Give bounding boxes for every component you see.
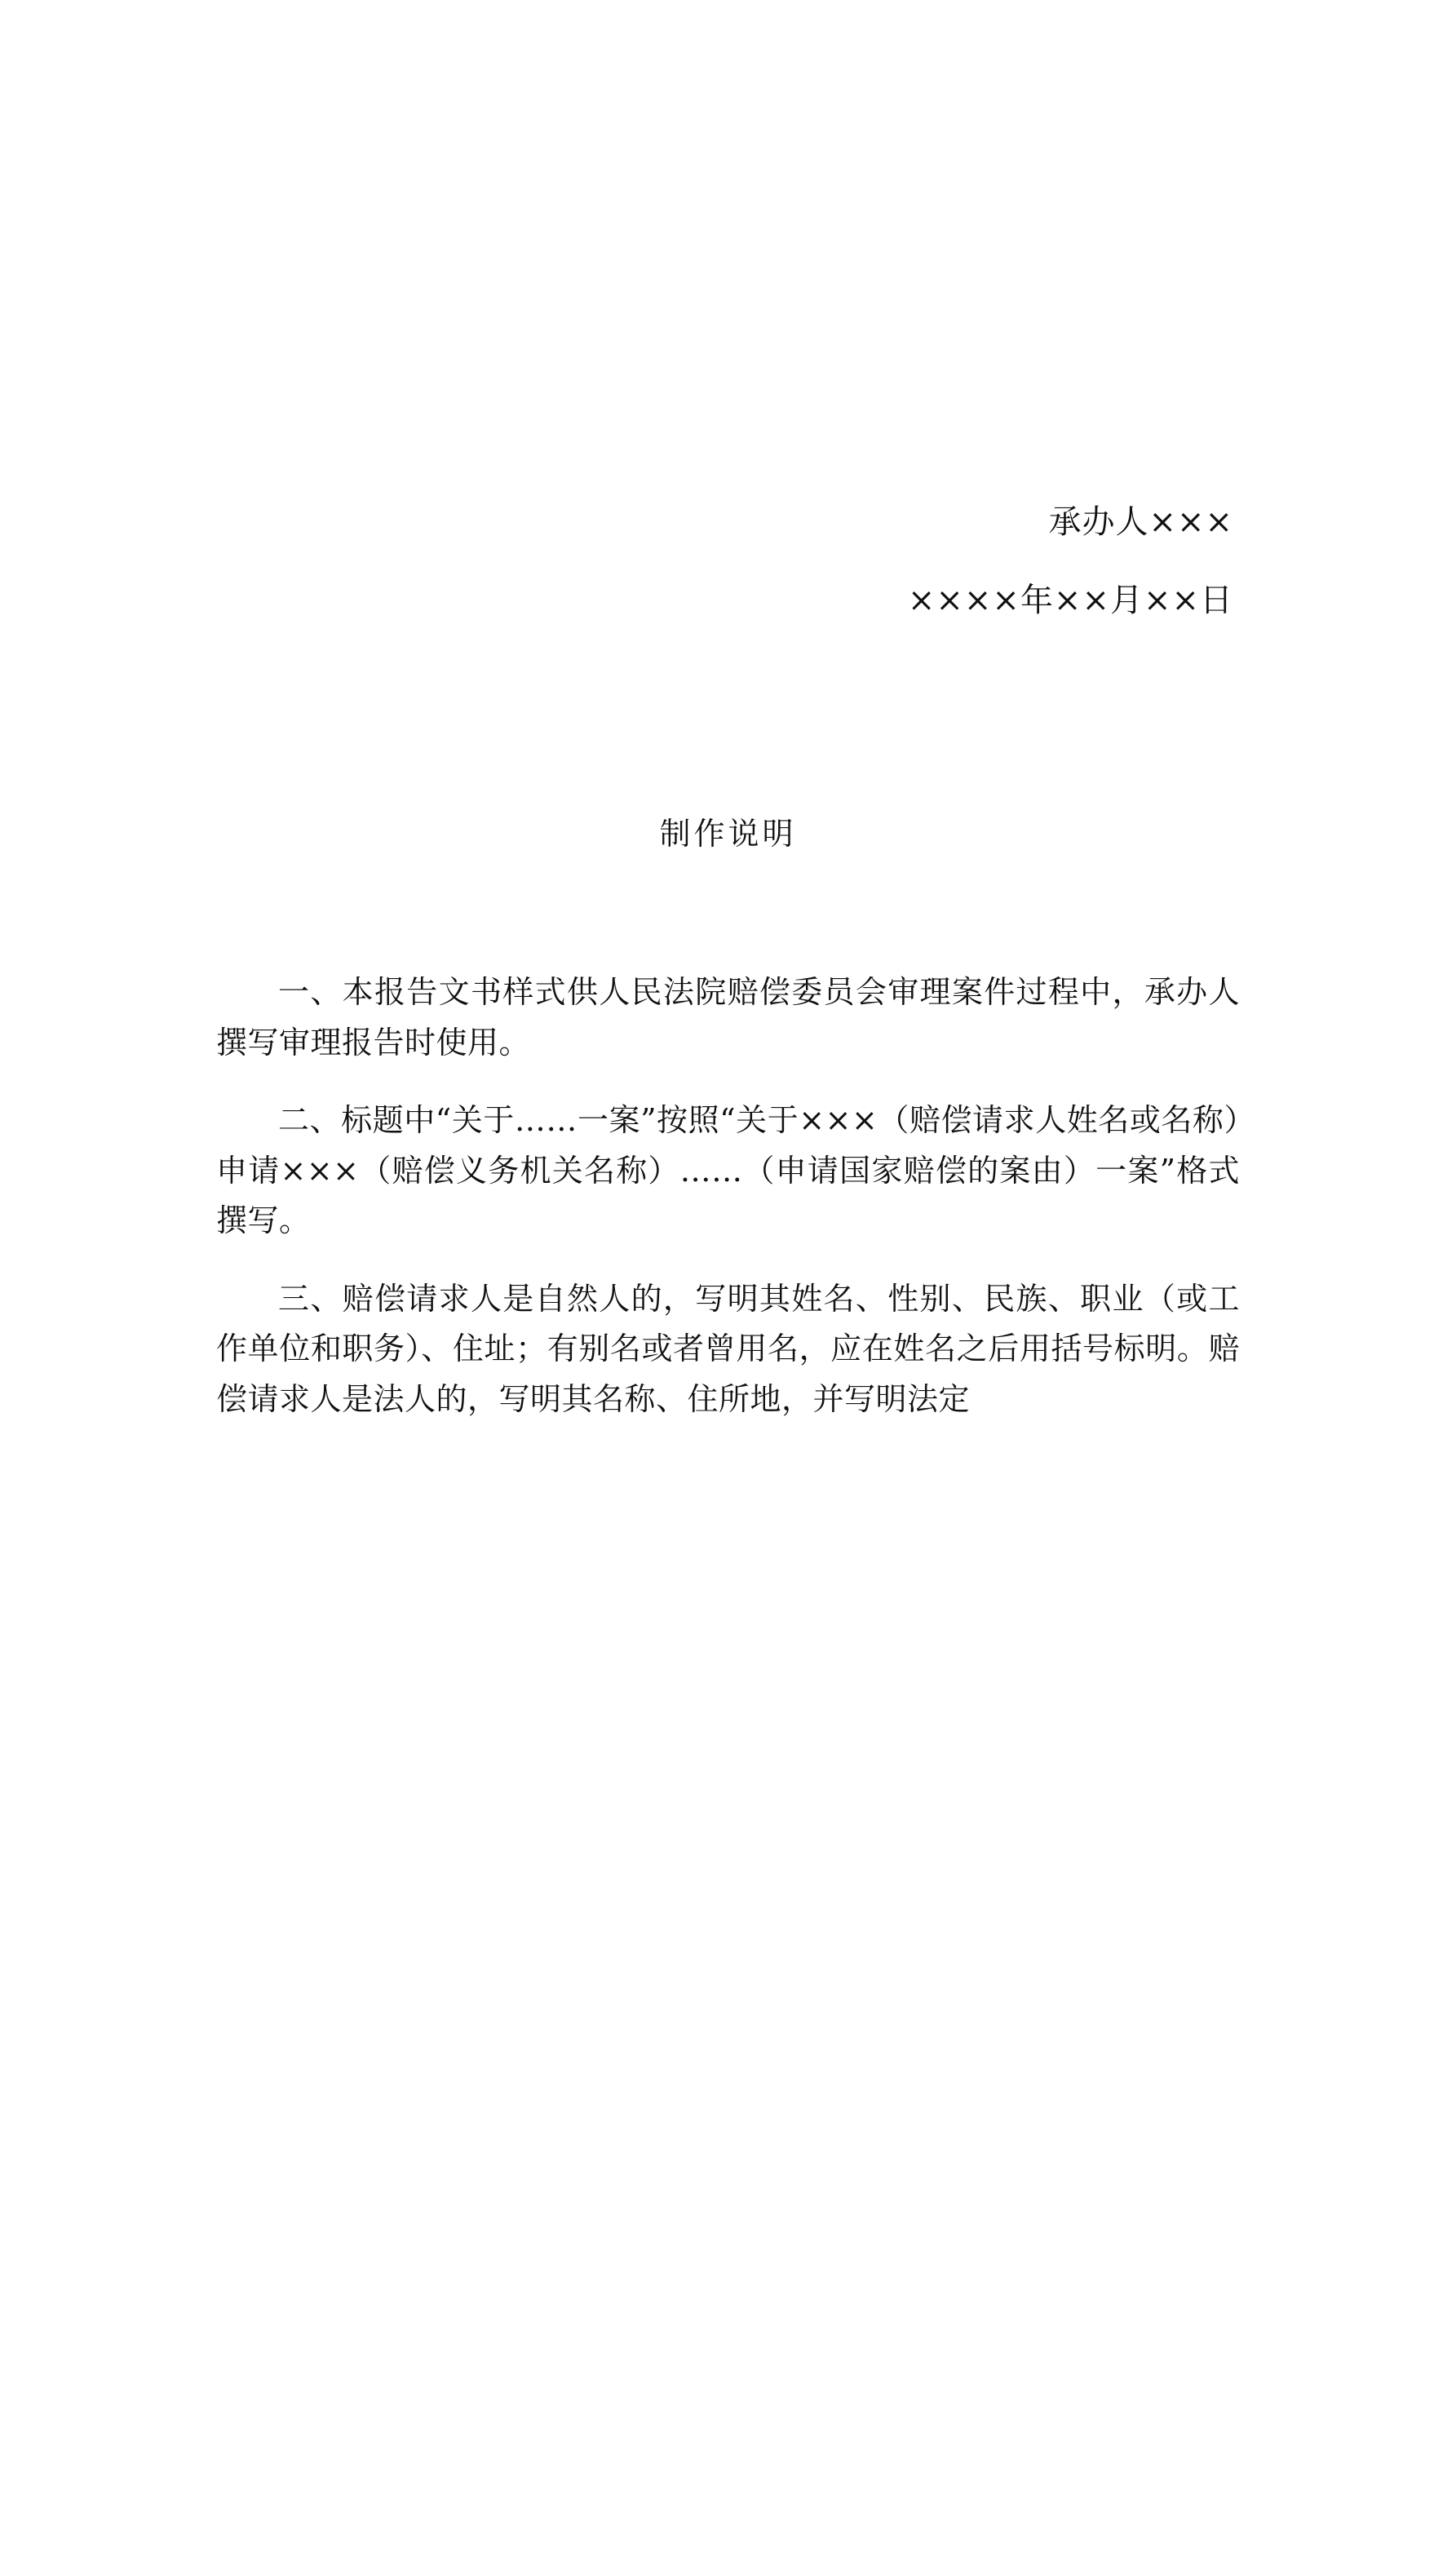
document-page: [0, 503, 1456, 2564]
instruction-paragraph-1: 一、本报告文书样式供人民法院赔偿委员会审理案件过程中，承办人撰写审理报告时使用。: [216, 974, 1240, 1061]
handler-signature-line: 承办人×××: [1048, 503, 1233, 541]
instructions-body: [216, 968, 1240, 1424]
instruction-paragraph-3: 三、赔偿请求人是自然人的，写明其姓名、性别、民族、职业（或工作单位和职务）、住址；有别名或者曾用名，应在姓名之后用括号标明。赔偿请求人是法人的，写明其名称、住所地，并写明法定: [216, 1280, 1240, 1417]
section-title: 制作说明: [659, 816, 797, 852]
instruction-paragraph-2: 二、标题中“关于……一案”按照“关于×××（赔偿请求人姓名或名称）申请×××（赔偿义务机关名称）……（申请国家赔偿的案由）一案”格式撰写。: [216, 1102, 1240, 1239]
signature-block: [216, 503, 1240, 619]
date-signature-line: ××××年××月××日: [907, 582, 1233, 619]
